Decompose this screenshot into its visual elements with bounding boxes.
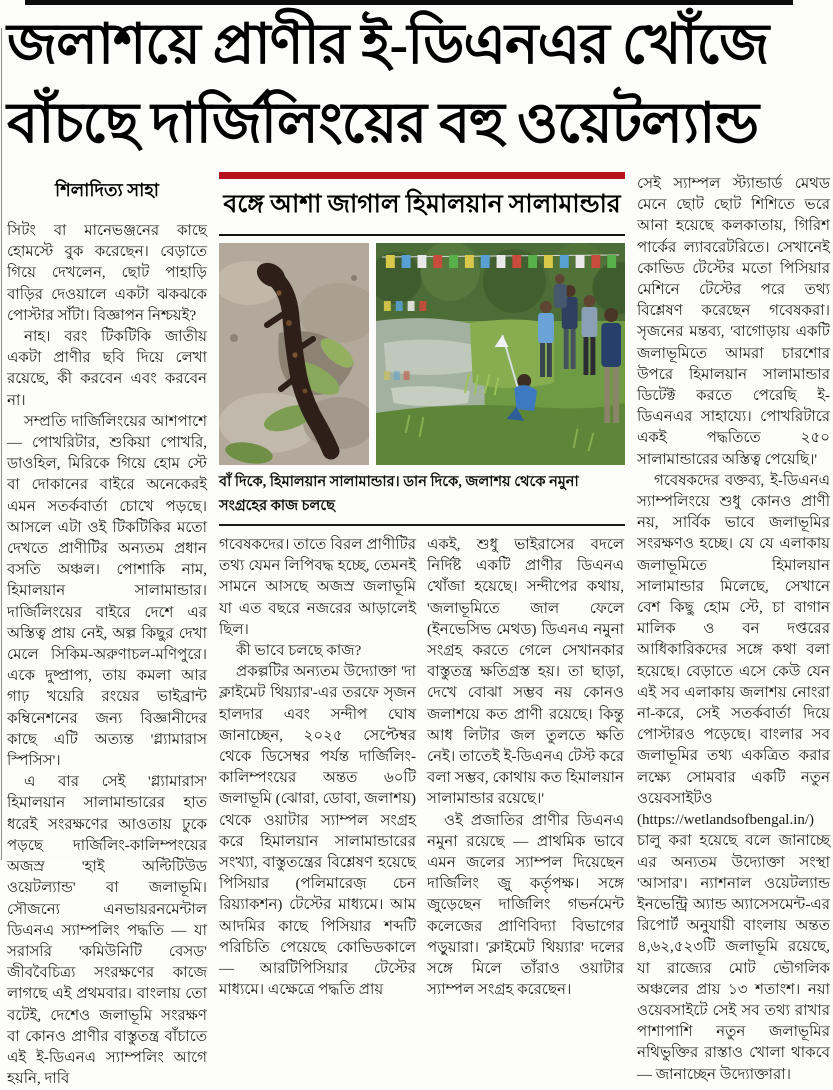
red-accent-bar — [219, 172, 625, 179]
center-section — [219, 172, 625, 999]
photo-caption: বাঁ দিকে, হিমালয়ান সালামান্ডার। ডান দিকে, জলাশয় থেকে নমুনা সংগ্রহের কাজ চলছে — [219, 474, 579, 514]
sub-headline: বঙ্গে আশা জাগাল হিমালয়ান সালামান্ডার — [223, 191, 621, 218]
headline-line-2: বাঁচছে দার্জিলিংয়ের বহু ওয়েটল্যান্ড — [7, 93, 759, 155]
paragraph: সেই স্যাম্পল স্ট্যান্ডার্ড মেথড মেনে ছোট ছোট শিশিতে ভরে আনা হয়েছে কলকাতায়, গিরিশ পার্কের ল্যাবরেটরিতে। সেখানেই কোভিড টেস্টের মতো পিসিয়ার মেশিনে টেস্টের পরে তথ্য বিশ্লেষণ করেছেন গবেষকরা। সৃজনের মন্তব্য, 'বাগোড়ায় একটি জলাভূমিতে আমরা চারশোর উপরে হিমালয়ান সালামান্ডার ডিটেক্ট করতে পেরেছি ই-ডিএনএর সাহায্যে। পোখরিটারে একই পদ্ধতিতে ২৫০ সালামান্ডারের অস্তিত্ব পেয়েছি।' — [637, 176, 830, 468]
paragraph: প্রকল্পটির অন্যতম উদ্যোক্তা 'দা ক্লাইমেট থিয়্যার'-এর তরফে সৃজন হালদার এবং সন্দীপ ঘোষ জানাচ্ছেন, ২০২৫ সেপ্টেম্বর থেকে ডিসেম্বর পর্যন্ত দার্জিলিং-কালিম্পংয়ের অন্তত ৬০টি জলাভূমি (ঝোরা, ডোবা, জলাশয়) থেকে ওয়াটার স্যাম্পল সংগ্রহ করে হিমালয়ান সালামান্ডারের সংখ্যা, বাস্তুতন্ত্রের বিশ্লেষণ হয়েছে পিসিয়ার (পলিমারেজ় চেন রিয়্যাকশন) টেস্টের মাধ্যমে। আম আদমির কাছে পিসিয়ার শব্দটি পরিচিতি পেয়েছে কোভিডকালে — আরটিপিসিয়ার টেস্টের মাধ্যমে। এক্ষেত্রে পদ্ধতি প্রায় — [219, 664, 416, 999]
paragraph: নাহ। বরং টিকটিকি জাতীয় একটা প্রাণীর ছবি দিয়ে লেখা রয়েছে, কী করবেন এবং করবেন না। — [7, 329, 207, 409]
byline: শিলাদিত্য সাহা — [54, 180, 160, 200]
photo-salamander — [219, 243, 369, 465]
paragraph: কী ভাবে চলছে কাজ? — [236, 643, 362, 660]
headline-line-1: জলাশয়ে প্রাণীর ই-ডিএনএর খোঁজে — [7, 14, 769, 76]
salamander-photo-illustration — [219, 243, 369, 465]
column-left — [7, 172, 207, 1088]
photo-wetland-sampling — [376, 243, 625, 465]
horizontal-rule — [219, 524, 625, 526]
paragraph: গবেষকদের। তাতে বিরল প্রাণীটির তথ্য যেমন লিপিবদ্ধ হচ্ছে, তেমনই সামনে আসছে অজস্র জলাভূমি যা এত বছরে নজরের আড়ালেই ছিল। — [219, 537, 416, 638]
paragraph: গবেষকদের বক্তব্য, ই-ডিএনএ স্যাম্পলিংয়ে শুধু কোনও প্রাণী নয়, সার্বিক ভাবে জলাভূমির সংরক্ষণও হচ্ছে। যে যে এলাকায় জলাভূমিতে হিমালয়ান সালামান্ডার মিলেছে, সেখানে বেশ কিছু হোম স্টে, চা বাগান মালিক ও বন দপ্তরের আধিকারিকদের সঙ্গে কথা বলা হয়েছে। বেড়াতে এসে কেউ যেন এই সব এলাকায় জলাশয় নোংরা না-করে, সেই সতর্কবার্তা দিয়ে পোস্টারও পড়েছে। বাংলার সব জলাভূমির তথ্য একত্রিত করার লক্ষ্যে সোমবার একটি নতুন ওয়েবসাইটও (https://wetlandsofbengal.in/) চালু করা হয়েছে বলে জানাচ্ছে এর অন্যতম উদ্যোক্তা সংস্থা 'আসার'। ন্যাশনাল ওয়েটল্যান্ড ইনভেন্ট্রি অ্যান্ড অ্যাসেসমেন্ট-এর রিপোর্ট অনুযায়ী বাংলায় অন্তত ৪,৬২,৫২৩টি জলাভূমি রয়েছে, যা রাজ্যের মোট ভৌগলিক অঞ্চলের প্রায় ১৩ শতাংশ। নয়া ওয়েবসাইটে সেই সব তথ্য রাখার পাশাপাশি নতুন জলাভূমির নথিভুক্তির রাস্তাও খোলা থাকবে — জানাচ্ছেন উদ্যোক্তারা। — [637, 472, 830, 1083]
column-mid-left — [219, 535, 416, 1001]
top-edge-bar — [25, 0, 793, 5]
column-mid-right — [427, 535, 624, 1001]
paragraph: ওই প্রজাতির প্রাণীর ডিএনএ নমুনা রয়েছে — প্রাথমিক ভাবে এমন জলের স্যাম্পল দিয়েছেন দার্জিলিং জ়ু কর্তৃপক্ষ। সঙ্গে জুড়েছেন দার্জিলিং গভর্নমেন্ট কলেজের প্রাণিবিদ্যা বিভাগের পড়ুয়ারা। 'ক্লাইমেট থিয়্যার' দলের সঙ্গে মিলে তাঁরাও ওয়াটার স্যাম্পল সংগ্রহ করেছেন। — [427, 812, 624, 999]
main-headline — [7, 6, 829, 164]
photo-strip — [219, 243, 625, 465]
paragraph: একই, শুধু ভাইরাসের বদলে নির্দিষ্ট একটি প্রাণীর ডিএনএ খোঁজা হয়েছে। সন্দীপের কথায়, 'জলাভূমিতে জাল ফেলে (ইনভেসিভ মেথড) ডিএনএ নমুনা সংগ্রহ করতে গেলে সেখানকার বাস্তুতন্ত্র ক্ষতিগ্রস্ত হয়। তা ছাড়া, দেখে বোঝা সম্ভব নয় কোনও জলাশয়ে কত প্রাণী রয়েছে। কিন্তু আধ লিটার জল তুলতে ক্ষতি নেই। তাতেই ই-ডিএনএ টেস্ট করে বলা সম্ভব, কোথায় কত হিমালয়ান সালামান্ডার রয়েছে।' — [427, 537, 624, 808]
prayer-flags — [386, 255, 616, 268]
left-column-rule — [1, 28, 2, 860]
article-body — [7, 172, 830, 1088]
column-right — [637, 172, 830, 1083]
horizontal-rule — [219, 234, 625, 236]
center-text-columns — [219, 535, 625, 1001]
paragraph: এ বার সেই 'গ্ল্যামারাস' হিমালয়ান সালামান্ডারের হাত ধরেই সংরক্ষণের আওতায় ঢুকে পড়ছে দার্জিলিং-কালিম্পংয়ের অজস্র 'হাই অল্টিটিউড ওয়েটল্যান্ড' বা জলাভূমি। সৌজন্যে এনভায়রনমেন্টাল ডিএনএ স্যাম্পলিং পদ্ধতি — যা সরাসরি 'কমিউনিটি বেসড' জীববৈচিত্র্য সংরক্ষণের কাজে লাগছে এই প্রথমবার। বাংলায় তো বটেই, দেশেও জলাভূমি সংরক্ষণ বা কোনও প্রাণীর বাস্তুতন্ত্র বাঁচাতে এই ই-ডিএনএ স্যাম্পলিং আগে হয়নি, দাবি — [7, 774, 207, 1088]
paragraph: সম্প্রতি দার্জিলিংয়ের আশপাশে — পোখরিটার, শুকিয়া পোখরি, ডাওহিল, মিরিকে গিয়ে হোম স্টে বা দোকানের বাইরে অনেকেরই এমন সতর্কবার্তা চোখে পড়ছে। আসলে এটা ওই টিকটিকির মতো দেখতে প্রাণীটির অন্যতম প্রধান বসতি অঞ্চল। পোশাকি নাম, হিমালয়ান সালামান্ডার। দার্জিলিংয়ের বাইরে দেশে এর অস্তিত্ব প্রায় নেই, অল্প কিছুর দেখা মেলে সিকিম-অরুণাচল-মণিপুরে। একে দুষ্প্রাপ্য, তায় কমলা আর গাঢ় খয়েরি রংয়ের ভাইব্রান্ট কম্বিনেশনের জন্য বিজ্ঞানীদের কাছে এটি অত্যন্ত 'গ্ল্যামারাস স্পিসিস'। — [7, 413, 207, 770]
paragraph: সিটং বা মানেভঞ্জনের কাছে হোমস্টে বুক করেছেন। বেড়াতে গিয়ে দেখলেন, ছোট পাহাড়ি বাড়ির দেওয়ালে একটা ঝকঝকে পোস্টার সাঁটা। বিজ্ঞাপন নিশ্চয়ই? — [7, 223, 207, 324]
wetland-photo-illustration — [376, 243, 625, 465]
